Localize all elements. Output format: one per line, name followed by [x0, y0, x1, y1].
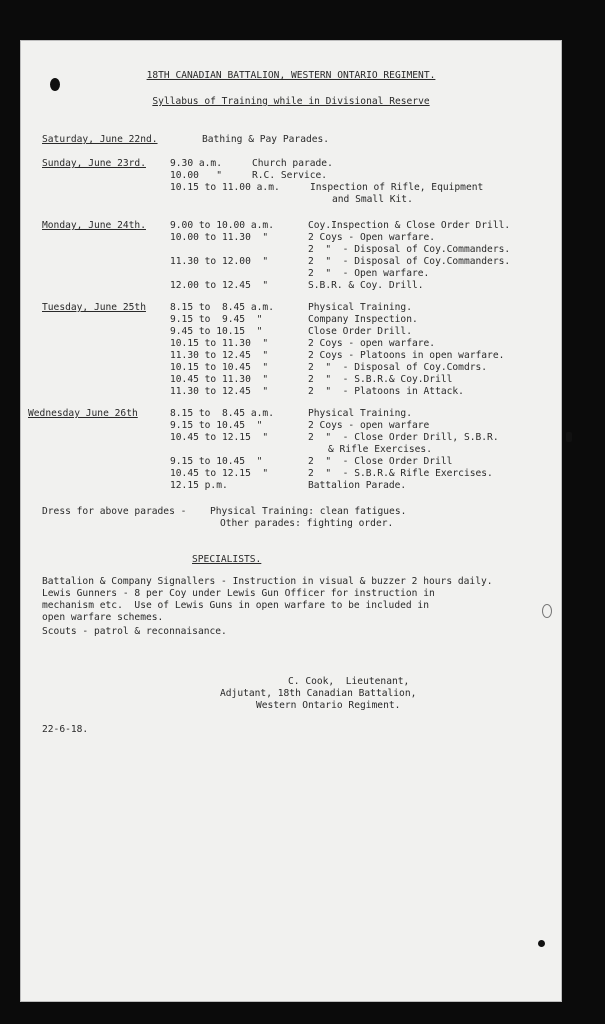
- schedule-day: Wednesday June 26th: [28, 408, 138, 419]
- specialists-line-3: mechanism etc. Use of Lewis Guns in open warfare to be included in: [42, 600, 429, 611]
- schedule-day: Sunday, June 23rd.: [42, 158, 146, 169]
- schedule-detail: Company Inspection.: [308, 314, 418, 325]
- schedule-day: Monday, June 24th.: [42, 220, 146, 231]
- schedule-time: 9.00 to 10.00 a.m.: [170, 220, 274, 231]
- schedule-time: 10.00 ": [170, 170, 222, 181]
- schedule-time: 12.15 p.m.: [170, 480, 228, 491]
- dress-line-2: Other parades: fighting order.: [220, 518, 394, 529]
- dress-line-1: Physical Training: clean fatigues.: [210, 506, 407, 517]
- schedule-detail: 2 " - Close Order Drill, S.B.R.: [308, 432, 499, 443]
- schedule-detail: 2 " - Disposal of Coy.Comdrs.: [308, 362, 488, 373]
- schedule-time: 9.15 to 10.45 ": [170, 456, 263, 467]
- schedule-detail: Inspection of Rifle, Equipment: [310, 182, 484, 193]
- schedule-detail: Close Order Drill.: [308, 326, 412, 337]
- document-date: 22-6-18.: [42, 724, 89, 735]
- schedule-time: 10.15 to 11.00 a.m.: [170, 182, 280, 193]
- document-body: [20, 40, 562, 1002]
- schedule-detail: 2 Coys - open warfare: [308, 420, 430, 431]
- schedule-time: 8.15 to 8.45 a.m.: [170, 408, 274, 419]
- schedule-detail: 2 Coys - Open warfare.: [308, 232, 436, 243]
- schedule-time: 11.30 to 12.45 ": [170, 386, 269, 397]
- schedule-time: 9.30 a.m.: [170, 158, 222, 169]
- schedule-detail: 2 Coys - open warfare.: [308, 338, 436, 349]
- specialists-heading: SPECIALISTS.: [192, 554, 262, 565]
- specialists-line-4: open warfare schemes.: [42, 612, 164, 623]
- schedule-detail: 2 " - S.B.R.& Coy.Drill: [308, 374, 453, 385]
- schedule-time: 8.15 to 8.45 a.m.: [170, 302, 274, 313]
- schedule-time: 9.15 to 9.45 ": [170, 314, 263, 325]
- schedule-time: 10.45 to 12.15 ": [170, 468, 269, 479]
- schedule-detail: Church parade.: [252, 158, 333, 169]
- schedule-detail: 2 " - S.B.R.& Rifle Exercises.: [308, 468, 493, 479]
- specialists-line-2: Lewis Gunners - 8 per Coy under Lewis Gun Officer for instruction in: [42, 588, 435, 599]
- schedule-time: 11.30 to 12.45 ": [170, 350, 269, 361]
- schedule-time: 10.15 to 10.45 ": [170, 362, 269, 373]
- schedule-detail: 2 " - Open warfare.: [308, 268, 430, 279]
- signature-line-1: C. Cook, Lieutenant,: [288, 676, 410, 687]
- schedule-time: 10.45 to 11.30 ": [170, 374, 269, 385]
- schedule-detail: R.C. Service.: [252, 170, 328, 181]
- schedule-detail: 2 " - Disposal of Coy.Commanders.: [308, 244, 511, 255]
- schedule-time: 11.30 to 12.00 ": [170, 256, 269, 267]
- specialists-line-1: Battalion & Company Signallers - Instruction in visual & buzzer 2 hours daily.: [42, 576, 493, 587]
- schedule-detail: S.B.R. & Coy. Drill.: [308, 280, 424, 291]
- schedule-detail: Physical Training.: [308, 302, 412, 313]
- schedule-detail: Battalion Parade.: [308, 480, 407, 491]
- document-page: [20, 40, 562, 1002]
- schedule-detail: 2 " - Close Order Drill: [308, 456, 453, 467]
- schedule-detail: 2 Coys - Platoons in open warfare.: [308, 350, 505, 361]
- schedule-day: Tuesday, June 25th: [42, 302, 146, 313]
- paper-clip-mark: [566, 432, 572, 442]
- schedule-day: Saturday, June 22nd.: [42, 134, 158, 145]
- schedule-detail: 2 " - Platoons in Attack.: [308, 386, 464, 397]
- document-subtitle: Syllabus of Training while in Divisional Reserve: [152, 96, 430, 107]
- schedule-time: 9.45 to 10.15 ": [170, 326, 263, 337]
- schedule-detail: Physical Training.: [308, 408, 412, 419]
- schedule-detail: Bathing & Pay Parades.: [202, 134, 330, 145]
- signature-line-2: Adjutant, 18th Canadian Battalion,: [220, 688, 417, 699]
- document-title: 18TH CANADIAN BATTALION, WESTERN ONTARIO REGIMENT.: [146, 70, 436, 81]
- schedule-detail: and Small Kit.: [332, 194, 413, 205]
- schedule-time: 9.15 to 10.45 ": [170, 420, 263, 431]
- schedule-detail: & Rifle Exercises.: [328, 444, 432, 455]
- schedule-time: 12.00 to 12.45 ": [170, 280, 269, 291]
- schedule-time: 10.45 to 12.15 ": [170, 432, 269, 443]
- dress-label: Dress for above parades -: [42, 506, 187, 517]
- schedule-detail: 2 " - Disposal of Coy.Commanders.: [308, 256, 511, 267]
- schedule-time: 10.00 to 11.30 ": [170, 232, 269, 243]
- schedule-detail: Coy.Inspection & Close Order Drill.: [308, 220, 511, 231]
- specialists-line-5: Scouts - patrol & reconnaisance.: [42, 626, 227, 637]
- signature-line-3: Western Ontario Regiment.: [256, 700, 401, 711]
- schedule-time: 10.15 to 11.30 ": [170, 338, 269, 349]
